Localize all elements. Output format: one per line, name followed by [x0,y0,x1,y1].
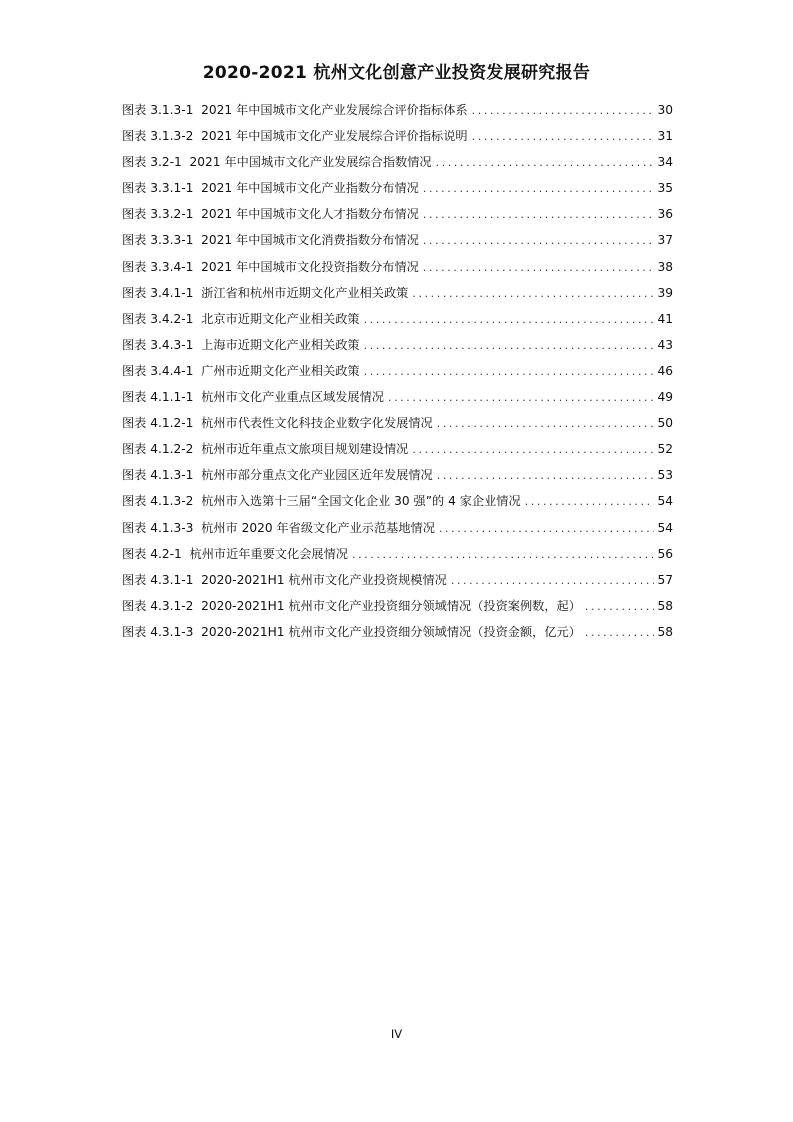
toc-entry-label: 图表 3.4.1-1 浙江省和杭州市近期文化产业相关政策 [122,285,409,300]
toc-entry[interactable] [122,97,673,123]
dot-leader [423,228,655,254]
toc-entry[interactable] [122,619,673,645]
toc-entry[interactable] [122,488,673,514]
toc-entry-label: 图表 4.1.1-1 杭州市文化产业重点区域发展情况 [122,390,384,405]
toc-entry[interactable] [122,201,673,227]
toc-entry-page: 56 [657,546,673,561]
dot-leader [451,568,655,594]
toc-entry-label: 图表 3.3.2-1 2021 年中国城市文化人才指数分布情况 [122,207,419,222]
toc-entry[interactable] [122,358,673,384]
toc-entry-page: 35 [657,181,673,196]
dot-leader [472,124,655,150]
toc-entry[interactable] [122,436,673,462]
toc-entry-page: 53 [657,468,673,483]
toc-entry[interactable] [122,593,673,619]
toc-entry-label: 图表 3.4.2-1 北京市近期文化产业相关政策 [122,311,360,326]
toc-entry-label: 图表 3.4.3-1 上海市近期文化产业相关政策 [122,337,360,352]
toc-entry-page: 54 [657,520,673,535]
toc-entry-label: 图表 4.1.2-2 杭州市近年重点文旅项目规划建设情况 [122,442,409,457]
dot-leader [423,176,655,202]
toc-entry-page: 49 [657,390,673,405]
dot-leader [364,359,655,385]
toc-entry-page: 43 [657,337,673,352]
dot-leader [423,255,655,281]
page-number: IV [390,1027,403,1041]
toc-entry-label: 图表 3.4.4-1 广州市近期文化产业相关政策 [122,363,360,378]
dot-leader [585,594,655,620]
toc-entry[interactable] [122,123,673,149]
toc-entry-page: 37 [657,233,673,248]
toc-entry-label: 图表 4.1.3-3 杭州市 2020 年省级文化产业示范基地情况 [122,520,435,535]
toc-entry[interactable] [122,462,673,488]
dot-leader [439,516,655,542]
dot-leader [525,489,655,515]
toc-entry[interactable] [122,306,673,332]
toc-entry-label: 图表 4.3.1-3 2020-2021H1 杭州市文化产业投资细分领域情况（投资金额，亿元） [122,624,581,639]
toc-entry[interactable] [122,332,673,358]
toc-entry-page: 52 [657,442,673,457]
toc-entry[interactable] [122,149,673,175]
page-header-title: 2020-2021 杭州文化创意产业投资发展研究报告 [202,63,591,83]
toc-entry-page: 57 [657,572,673,587]
toc-entry-label: 图表 3.3.4-1 2021 年中国城市文化投资指数分布情况 [122,259,419,274]
toc-entry-label: 图表 4.3.1-1 2020-2021H1 杭州市文化产业投资规模情况 [122,572,447,587]
toc-entry[interactable] [122,254,673,280]
toc-entry-page: 36 [657,207,673,222]
toc-entry-page: 58 [657,624,673,639]
toc-entry-label: 图表 4.3.1-2 2020-2021H1 杭州市文化产业投资细分领域情况（投资案例数，起） [122,598,581,613]
toc-entry-label: 图表 4.1.2-1 杭州市代表性文化科技企业数字化发展情况 [122,416,433,431]
table-of-figures [122,97,673,645]
dot-leader [412,281,654,307]
dot-leader [364,307,655,333]
toc-entry[interactable] [122,175,673,201]
toc-entry-page: 58 [657,598,673,613]
toc-entry-label: 图表 4.2-1 杭州市近年重要文化会展情况 [122,546,348,561]
toc-entry[interactable] [122,515,673,541]
toc-entry[interactable] [122,567,673,593]
toc-entry-page: 39 [657,285,673,300]
dot-leader [437,463,655,489]
toc-entry-label: 图表 4.1.3-2 杭州市入选第十三届“全国文化企业 30 强”的 4 家企业情况 [122,494,521,509]
toc-entry-page: 31 [657,129,673,144]
toc-entry-label: 图表 3.3.1-1 2021 年中国城市文化产业指数分布情况 [122,181,419,196]
dot-leader [472,98,655,124]
dot-leader [352,542,655,568]
toc-entry-page: 38 [657,259,673,274]
toc-entry[interactable] [122,541,673,567]
toc-entry[interactable] [122,410,673,436]
toc-entry[interactable] [122,384,673,410]
toc-entry-page: 54 [657,494,673,509]
toc-entry-page: 34 [657,155,673,170]
dot-leader [436,150,655,176]
toc-entry-label: 图表 3.1.3-1 2021 年中国城市文化产业发展综合评价指标体系 [122,103,468,117]
dot-leader [388,385,655,411]
toc-entry[interactable] [122,280,673,306]
dot-leader [412,437,654,463]
dot-leader [585,620,655,646]
toc-entry-page: 50 [657,416,673,431]
dot-leader [364,333,655,359]
toc-entry-label: 图表 4.1.3-1 杭州市部分重点文化产业园区近年发展情况 [122,468,433,483]
toc-entry-label: 图表 3.2-1 2021 年中国城市文化产业发展综合指数情况 [122,155,432,170]
dot-leader [437,411,655,437]
toc-entry-page: 46 [657,363,673,378]
toc-entry[interactable] [122,227,673,253]
toc-entry-page: 30 [657,103,673,117]
toc-entry-label: 图表 3.1.3-2 2021 年中国城市文化产业发展综合评价指标说明 [122,129,468,144]
toc-entry-label: 图表 3.3.3-1 2021 年中国城市文化消费指数分布情况 [122,233,419,248]
toc-entry-page: 41 [657,311,673,326]
dot-leader [423,202,655,228]
